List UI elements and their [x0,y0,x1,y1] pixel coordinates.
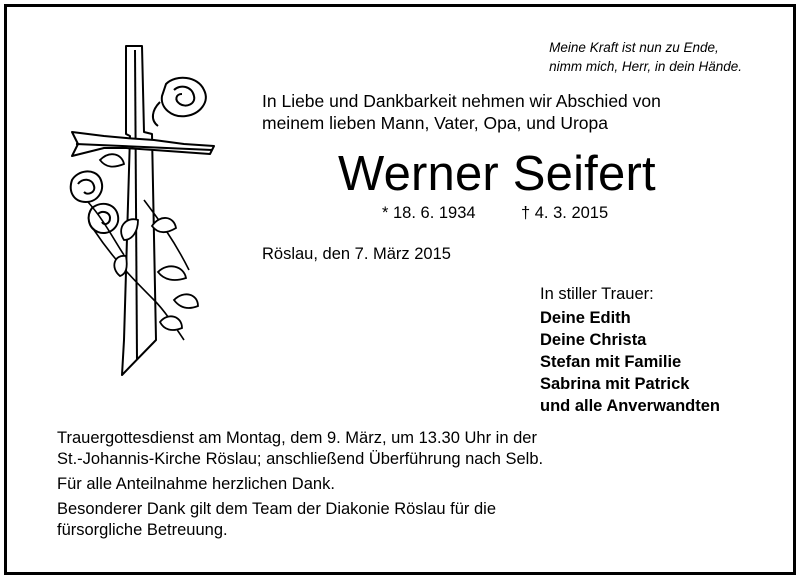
special-thanks-line-2: fürsorgliche Betreuung. [57,521,228,539]
mourners-list [540,307,720,417]
service-info [57,428,543,541]
mourner-name: Deine Christa [540,331,647,349]
intro-line-1: In Liebe und Dankbarkeit nehmen wir Abschied von [262,91,661,111]
motto-line-2: nimm mich, Herr, in dein Hände. [549,59,742,74]
service-line-2: St.-Johannis-Kirche Röslau; anschließend Überführung nach Selb. [57,450,544,468]
service-line-1: Trauergottesdienst am Montag, dem 9. März, um 13.30 Uhr in der [57,429,537,447]
mourning-label: In stiller Trauer: [540,285,654,303]
motto-verse [549,38,742,76]
intro-line-2: meinem lieben Mann, Vater, Opa, und Uropa [262,113,608,133]
mourner-name: Stefan mit Familie [540,353,682,371]
birth-date: * 18. 6. 1934 [382,204,476,222]
mourner-name: Sabrina mit Patrick [540,375,690,393]
special-thanks-line-1: Besonderer Dank gilt dem Team der Diakonie Röslau für die [57,500,497,518]
deceased-name: Werner Seifert [338,147,656,201]
place-date: Röslau, den 7. März 2015 [262,245,451,263]
mourner-name: Deine Edith [540,309,631,327]
mourner-name: und alle Anverwandten [540,397,721,415]
motto-line-1: Meine Kraft ist nun zu Ende, [549,40,719,55]
death-date: † 4. 3. 2015 [521,204,609,222]
intro-text [262,90,661,134]
cross-with-roses-icon [64,40,234,380]
thanks-line: Für alle Anteilnahme herzlichen Dank. [57,475,335,493]
